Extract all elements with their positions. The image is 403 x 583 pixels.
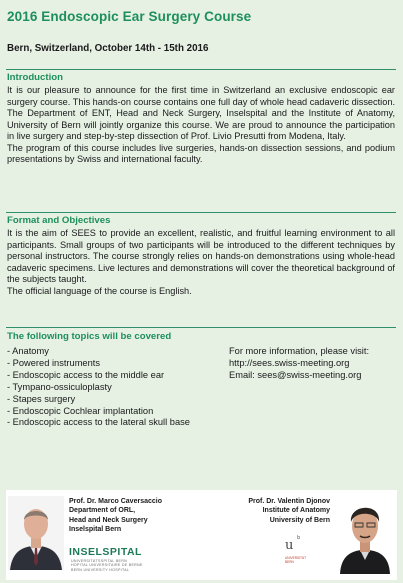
- unibe-logo-mark: u: [285, 538, 294, 553]
- introduction-paragraph-1: It is our pleasure to announce for the first time in Switzerland an exclusive endoscopic ear surgery course. This hands-on course contains one full day of whole head cadaveric dissection. The Department of ENT, Head and Neck Surgery, Inselspital and the Institute of Anatomy, University of Bern will jointly organize this course. We are proud to announce the participation in live surgery and step-by-step dissection of Prof. Livio Presutti from Modena, Italy.: [7, 85, 395, 141]
- section-divider: [6, 327, 396, 328]
- organizer-left-name: Prof. Dr. Marco Caversaccio: [69, 498, 162, 505]
- topic-item: - Anatomy: [7, 346, 49, 356]
- format-heading: Format and Objectives: [7, 215, 111, 226]
- organizer-left-unit: Head and Neck Surgery: [69, 516, 148, 524]
- topic-item: - Stapes surgery: [7, 393, 76, 404]
- info-text: For more information, please visit:: [229, 346, 370, 356]
- organizer-left-caption: [69, 497, 162, 535]
- inselspital-logo: INSELSPITAL: [69, 546, 142, 558]
- topic-item: - Powered instruments: [7, 357, 101, 368]
- organizer-left-institution: Inselspital Bern: [69, 526, 122, 534]
- footer: [6, 490, 397, 580]
- inselspital-sub-line: BERN UNIVERSITY HOSPITAL: [71, 567, 130, 572]
- organizer-right-institution: University of Bern: [269, 516, 330, 524]
- contact-info: [229, 346, 399, 382]
- format-paragraph-2: The official language of the course is English.: [7, 285, 192, 296]
- organizer-right-name: Prof. Dr. Valentin Djonov: [248, 498, 330, 505]
- organizer-right-dept: Institute of Anatomy: [262, 507, 330, 515]
- organizer-left-dept: Department of ORL,: [69, 507, 136, 515]
- inselspital-logo-subtitle: [71, 559, 143, 572]
- topic-item: - Endoscopic access to the middle ear: [7, 369, 165, 380]
- event-location-date: Bern, Switzerland, October 14th - 15th 2016: [7, 43, 209, 54]
- topics-heading: The following topics will be covered: [7, 331, 172, 342]
- topic-item: - Endoscopic Cochlear implantation: [7, 405, 154, 416]
- format-text: [7, 228, 395, 297]
- introduction-heading: Introduction: [7, 72, 63, 83]
- inselspital-sub-line: UNIVERSITÄTSSPITAL BERN: [71, 559, 128, 563]
- page-title: 2016 Endoscopic Ear Surgery Course: [7, 9, 252, 24]
- portrait-photo-left: [8, 496, 64, 570]
- organizer-right-caption: [248, 497, 330, 525]
- portrait-photo-right: [339, 496, 391, 574]
- section-divider: [6, 212, 396, 213]
- introduction-text: [7, 85, 395, 166]
- unibe-logo-superscript: b: [297, 535, 301, 541]
- introduction-paragraph-2: The program of this course includes live surgeries, hands-on dissection sessions, and podium presentations by Swiss and international faculty.: [7, 142, 395, 164]
- unibe-logo-line: BERN: [285, 559, 294, 564]
- section-divider: [6, 69, 396, 70]
- university-bern-logo: [283, 534, 333, 574]
- unibe-logo-text: [285, 557, 306, 565]
- inselspital-sub-line: HOPITAL UNIVERSITAIRE DE BERNE: [71, 563, 143, 568]
- unibe-logo-line: UNIVERSITÄT: [285, 556, 307, 560]
- topic-item: - Tympano-ossiculoplasty: [7, 381, 112, 392]
- topics-list: [7, 346, 217, 429]
- website-link[interactable]: http://sees.swiss-meeting.org: [229, 357, 350, 368]
- topic-item: - Endoscopic access to the lateral skull base: [7, 417, 190, 428]
- format-paragraph-1: It is the aim of SEES to provide an excellent, realistic, and fruitful learning environment to all participants. Small groups of two participants will be introduced to the different techniques by personal instructors. The course strongly relies on hands-on demonstrations using whole-head cadaveric specimens. Live lectures and demonstrations will cover the theoretical background of the subjects taught.: [7, 228, 395, 284]
- email-link[interactable]: Email: sees@swiss-meeting.org: [229, 369, 362, 380]
